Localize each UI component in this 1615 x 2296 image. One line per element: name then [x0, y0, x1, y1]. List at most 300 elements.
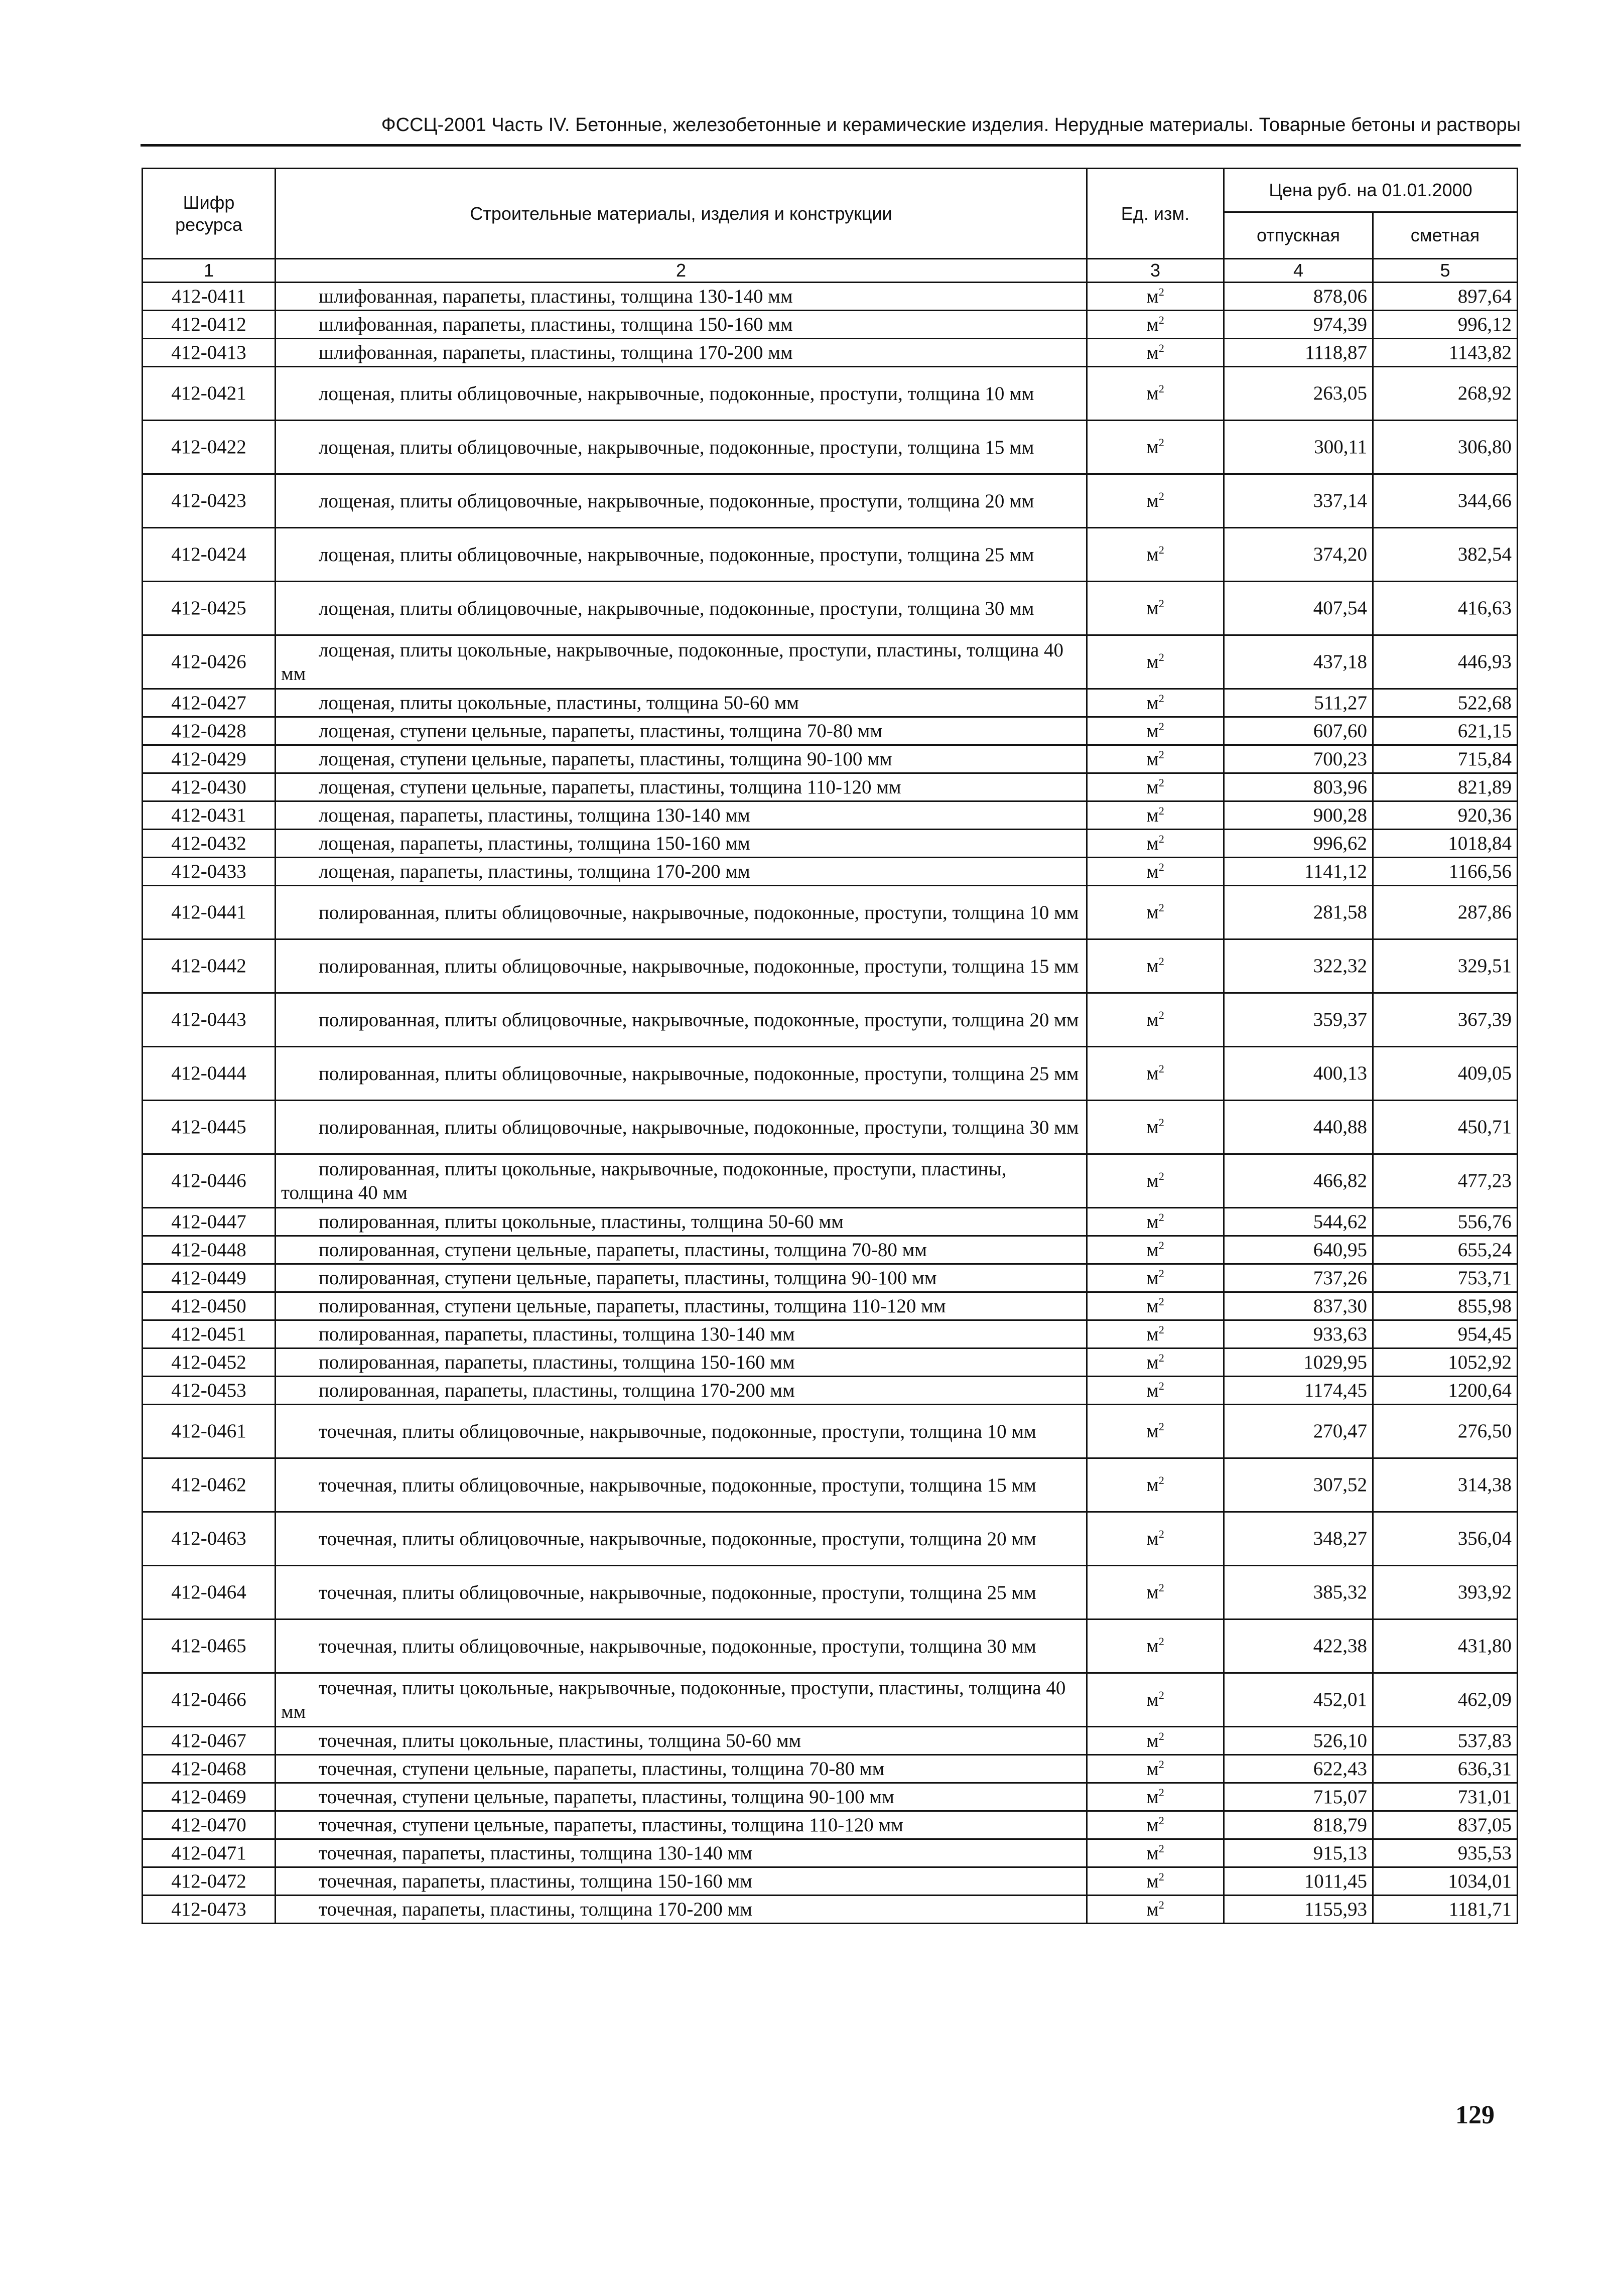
unit-power: 2	[1158, 651, 1164, 663]
table-row	[143, 717, 1518, 745]
release-price: 715,07	[1224, 1783, 1373, 1811]
unit-base: м	[1146, 1170, 1159, 1191]
unit-of-measure	[1087, 1867, 1224, 1896]
resource-code: 412-0424	[143, 528, 276, 582]
table-row	[143, 1208, 1518, 1236]
unit-base: м	[1146, 1009, 1159, 1030]
header-price-group: Цена руб. на 01.01.2000	[1224, 169, 1518, 212]
resource-code: 412-0470	[143, 1811, 276, 1839]
column-number: 4	[1224, 259, 1373, 283]
unit-of-measure	[1087, 1673, 1224, 1727]
estimate-price: 897,64	[1373, 283, 1518, 311]
material-description: полированная, плиты облицовочные, накрывочные, подоконные, проступи, толщина 15 мм	[276, 939, 1087, 993]
unit-power: 2	[1158, 1379, 1164, 1392]
unit-of-measure	[1087, 939, 1224, 993]
unit-power: 2	[1158, 544, 1164, 556]
estimate-price: 954,45	[1373, 1320, 1518, 1348]
unit-base: м	[1146, 1689, 1159, 1710]
unit-of-measure	[1087, 1458, 1224, 1512]
release-price: 837,30	[1224, 1292, 1373, 1320]
unit-of-measure	[1087, 1101, 1224, 1154]
unit-power: 2	[1158, 1210, 1164, 1224]
unit-of-measure	[1087, 1377, 1224, 1405]
unit-base: м	[1146, 748, 1159, 770]
unit-base: м	[1146, 313, 1159, 335]
resource-code: 412-0430	[143, 773, 276, 801]
unit-of-measure	[1087, 474, 1224, 528]
unit-of-measure	[1087, 1755, 1224, 1783]
material-description: полированная, плиты облицовочные, накрывочные, подоконные, проступи, толщина 25 мм	[276, 1047, 1087, 1101]
estimate-price: 556,76	[1373, 1208, 1518, 1236]
table-row	[143, 1047, 1518, 1101]
unit-base: м	[1146, 720, 1159, 742]
estimate-price: 1143,82	[1373, 339, 1518, 367]
table-row	[143, 1619, 1518, 1673]
release-price: 270,47	[1224, 1405, 1373, 1458]
unit-base: м	[1146, 285, 1159, 307]
estimate-price: 393,92	[1373, 1566, 1518, 1619]
unit-of-measure	[1087, 1292, 1224, 1320]
material-description: шлифованная, парапеты, пластины, толщина 150-160 мм	[276, 311, 1087, 339]
unit-base: м	[1146, 1814, 1159, 1836]
unit-power: 2	[1158, 285, 1164, 298]
unit-of-measure	[1087, 1727, 1224, 1755]
unit-power: 2	[1158, 748, 1164, 761]
release-price: 422,38	[1224, 1619, 1373, 1673]
table-row	[143, 1755, 1518, 1783]
unit-power: 2	[1158, 1009, 1164, 1021]
unit-base: м	[1146, 597, 1159, 619]
resource-code: 412-0448	[143, 1236, 276, 1264]
unit-of-measure	[1087, 1405, 1224, 1458]
table-row	[143, 1811, 1518, 1839]
estimate-price: 1034,01	[1373, 1867, 1518, 1896]
resource-code: 412-0465	[143, 1619, 276, 1673]
material-description: лощеная, парапеты, пластины, толщина 130-140 мм	[276, 801, 1087, 830]
unit-power: 2	[1158, 1239, 1164, 1252]
unit-power: 2	[1158, 1267, 1164, 1280]
material-description: полированная, парапеты, пластины, толщина 170-200 мм	[276, 1377, 1087, 1405]
estimate-price: 450,71	[1373, 1101, 1518, 1154]
unit-of-measure	[1087, 858, 1224, 886]
table-row	[143, 773, 1518, 801]
unit-base: м	[1146, 692, 1159, 714]
table-row	[143, 1154, 1518, 1208]
unit-base: м	[1146, 1210, 1159, 1233]
unit-power: 2	[1158, 382, 1164, 395]
table-row	[143, 1264, 1518, 1292]
resource-code: 412-0462	[143, 1458, 276, 1512]
resource-code: 412-0464	[143, 1566, 276, 1619]
release-price: 607,60	[1224, 717, 1373, 745]
unit-of-measure	[1087, 1896, 1224, 1924]
table-row	[143, 635, 1518, 689]
resource-code: 412-0466	[143, 1673, 276, 1727]
unit-of-measure	[1087, 886, 1224, 939]
material-description: точечная, ступени цельные, парапеты, пластины, толщина 70-80 мм	[276, 1755, 1087, 1783]
release-price: 1155,93	[1224, 1896, 1373, 1924]
unit-base: м	[1146, 1379, 1159, 1401]
unit-power: 2	[1158, 955, 1164, 968]
unit-base: м	[1146, 1842, 1159, 1864]
unit-base: м	[1146, 776, 1159, 798]
table-row	[143, 1101, 1518, 1154]
unit-power: 2	[1158, 1814, 1164, 1827]
column-number: 3	[1087, 259, 1224, 283]
unit-base: м	[1146, 651, 1159, 672]
header-code: Шифр ресурса	[143, 169, 276, 259]
estimate-price: 382,54	[1373, 528, 1518, 582]
unit-base: м	[1146, 955, 1159, 977]
unit-power: 2	[1158, 1786, 1164, 1799]
unit-of-measure	[1087, 1154, 1224, 1208]
material-description: лощеная, ступени цельные, парапеты, пластины, толщина 90-100 мм	[276, 745, 1087, 773]
resource-code: 412-0426	[143, 635, 276, 689]
release-price: 400,13	[1224, 1047, 1373, 1101]
material-description: точечная, плиты облицовочные, накрывочные, подоконные, проступи, толщина 10 мм	[276, 1405, 1087, 1458]
resource-code: 412-0446	[143, 1154, 276, 1208]
unit-base: м	[1146, 1239, 1159, 1261]
estimate-price: 522,68	[1373, 689, 1518, 717]
unit-of-measure	[1087, 528, 1224, 582]
unit-base: м	[1146, 1062, 1159, 1084]
unit-power: 2	[1158, 341, 1164, 354]
table-row	[143, 993, 1518, 1047]
resource-code: 412-0467	[143, 1727, 276, 1755]
unit-of-measure	[1087, 311, 1224, 339]
material-description: точечная, парапеты, пластины, толщина 170-200 мм	[276, 1896, 1087, 1924]
resource-code: 412-0447	[143, 1208, 276, 1236]
unit-of-measure	[1087, 582, 1224, 635]
unit-power: 2	[1158, 1528, 1164, 1540]
estimate-price: 1018,84	[1373, 830, 1518, 858]
material-description: лощеная, плиты облицовочные, накрывочные, подоконные, проступи, толщина 30 мм	[276, 582, 1087, 635]
release-price: 700,23	[1224, 745, 1373, 773]
unit-base: м	[1146, 860, 1159, 882]
column-number: 5	[1373, 259, 1518, 283]
unit-base: м	[1146, 1786, 1159, 1808]
table-row	[143, 1673, 1518, 1727]
release-price: 803,96	[1224, 773, 1373, 801]
release-price: 1118,87	[1224, 339, 1373, 367]
material-description: лощеная, плиты облицовочные, накрывочные, подоконные, проступи, толщина 20 мм	[276, 474, 1087, 528]
estimate-price: 268,92	[1373, 367, 1518, 421]
estimate-price: 446,93	[1373, 635, 1518, 689]
unit-base: м	[1146, 1420, 1159, 1442]
unit-of-measure	[1087, 689, 1224, 717]
unit-power: 2	[1158, 1351, 1164, 1364]
unit-of-measure	[1087, 1264, 1224, 1292]
table-row	[143, 858, 1518, 886]
estimate-price: 1166,56	[1373, 858, 1518, 886]
material-description: полированная, плиты облицовочные, накрывочные, подоконные, проступи, толщина 10 мм	[276, 886, 1087, 939]
table-row	[143, 1236, 1518, 1264]
unit-of-measure	[1087, 339, 1224, 367]
resource-code: 412-0411	[143, 283, 276, 311]
unit-base: м	[1146, 901, 1159, 923]
material-description: лощеная, плиты цокольные, пластины, толщина 50-60 мм	[276, 689, 1087, 717]
resource-code: 412-0413	[143, 339, 276, 367]
header-release-price: отпускная	[1224, 212, 1373, 259]
unit-of-measure	[1087, 1619, 1224, 1673]
unit-of-measure	[1087, 1348, 1224, 1377]
material-description: точечная, плиты облицовочные, накрывочные, подоконные, проступи, толщина 20 мм	[276, 1512, 1087, 1566]
table-row	[143, 1783, 1518, 1811]
estimate-price: 837,05	[1373, 1811, 1518, 1839]
release-price: 385,32	[1224, 1566, 1373, 1619]
unit-base: м	[1146, 382, 1159, 404]
unit-power: 2	[1158, 1116, 1164, 1129]
estimate-price: 731,01	[1373, 1783, 1518, 1811]
unit-power: 2	[1158, 720, 1164, 733]
release-price: 407,54	[1224, 582, 1373, 635]
estimate-price: 753,71	[1373, 1264, 1518, 1292]
unit-of-measure	[1087, 283, 1224, 311]
estimate-price: 636,31	[1373, 1755, 1518, 1783]
unit-base: м	[1146, 1581, 1159, 1603]
release-price: 640,95	[1224, 1236, 1373, 1264]
material-description: лощеная, плиты облицовочные, накрывочные, подоконные, проступи, толщина 25 мм	[276, 528, 1087, 582]
release-price: 878,06	[1224, 283, 1373, 311]
estimate-price: 1052,92	[1373, 1348, 1518, 1377]
unit-power: 2	[1158, 597, 1164, 610]
material-description: полированная, парапеты, пластины, толщина 130-140 мм	[276, 1320, 1087, 1348]
unit-base: м	[1146, 1898, 1159, 1920]
unit-of-measure	[1087, 1208, 1224, 1236]
table-body	[143, 283, 1518, 1924]
unit-base: м	[1146, 490, 1159, 511]
material-description: точечная, плиты облицовочные, накрывочные, подоконные, проступи, толщина 25 мм	[276, 1566, 1087, 1619]
release-price: 1029,95	[1224, 1348, 1373, 1377]
table-row	[143, 1377, 1518, 1405]
table-row	[143, 474, 1518, 528]
unit-power: 2	[1158, 901, 1164, 914]
resource-code: 412-0442	[143, 939, 276, 993]
unit-power: 2	[1158, 1323, 1164, 1336]
header-estimate-price: сметная	[1373, 212, 1518, 259]
estimate-price: 367,39	[1373, 993, 1518, 1047]
release-price: 307,52	[1224, 1458, 1373, 1512]
unit-of-measure	[1087, 830, 1224, 858]
release-price: 263,05	[1224, 367, 1373, 421]
material-description: лощеная, плиты облицовочные, накрывочные, подоконные, проступи, толщина 10 мм	[276, 367, 1087, 421]
unit-of-measure	[1087, 367, 1224, 421]
table-row	[143, 1727, 1518, 1755]
table-row	[143, 1566, 1518, 1619]
unit-power: 2	[1158, 1581, 1164, 1594]
resource-code: 412-0423	[143, 474, 276, 528]
unit-base: м	[1146, 1323, 1159, 1345]
estimate-price: 477,23	[1373, 1154, 1518, 1208]
table-row	[143, 283, 1518, 311]
release-price: 544,62	[1224, 1208, 1373, 1236]
material-description: полированная, плиты цокольные, пластины, толщина 50-60 мм	[276, 1208, 1087, 1236]
material-description: лощеная, ступени цельные, парапеты, пластины, толщина 110-120 мм	[276, 773, 1087, 801]
unit-of-measure	[1087, 635, 1224, 689]
unit-of-measure	[1087, 801, 1224, 830]
estimate-price: 329,51	[1373, 939, 1518, 993]
material-description: точечная, плиты облицовочные, накрывочные, подоконные, проступи, толщина 15 мм	[276, 1458, 1087, 1512]
release-price: 996,62	[1224, 830, 1373, 858]
unit-of-measure	[1087, 1512, 1224, 1566]
estimate-price: 287,86	[1373, 886, 1518, 939]
release-price: 337,14	[1224, 474, 1373, 528]
estimate-price: 276,50	[1373, 1405, 1518, 1458]
unit-base: м	[1146, 1267, 1159, 1289]
release-price: 900,28	[1224, 801, 1373, 830]
material-description: точечная, плиты облицовочные, накрывочные, подоконные, проступи, толщина 30 мм	[276, 1619, 1087, 1673]
material-description: точечная, плиты цокольные, накрывочные, подоконные, проступи, пластины, толщина 40 мм	[276, 1673, 1087, 1727]
table-row	[143, 528, 1518, 582]
unit-base: м	[1146, 436, 1159, 458]
unit-of-measure	[1087, 1811, 1224, 1839]
material-description: точечная, ступени цельные, парапеты, пластины, толщина 110-120 мм	[276, 1811, 1087, 1839]
resource-code: 412-0472	[143, 1867, 276, 1896]
estimate-price: 416,63	[1373, 582, 1518, 635]
material-description: точечная, плиты цокольные, пластины, толщина 50-60 мм	[276, 1727, 1087, 1755]
unit-of-measure	[1087, 1566, 1224, 1619]
unit-base: м	[1146, 341, 1159, 363]
estimate-price: 409,05	[1373, 1047, 1518, 1101]
table-row	[143, 1320, 1518, 1348]
header-unit: Ед. изм.	[1087, 169, 1224, 259]
estimate-price: 356,04	[1373, 1512, 1518, 1566]
resource-code: 412-0449	[143, 1264, 276, 1292]
table-row	[143, 1458, 1518, 1512]
estimate-price: 715,84	[1373, 745, 1518, 773]
unit-of-measure	[1087, 773, 1224, 801]
header-name: Строительные материалы, изделия и конструкции	[276, 169, 1087, 259]
unit-base: м	[1146, 832, 1159, 854]
resource-code: 412-0429	[143, 745, 276, 773]
table-row	[143, 582, 1518, 635]
resource-code: 412-0433	[143, 858, 276, 886]
table-row	[143, 367, 1518, 421]
release-price: 440,88	[1224, 1101, 1373, 1154]
material-description: полированная, ступени цельные, парапеты, пластины, толщина 70-80 мм	[276, 1236, 1087, 1264]
release-price: 281,58	[1224, 886, 1373, 939]
unit-power: 2	[1158, 1295, 1164, 1308]
release-price: 437,18	[1224, 635, 1373, 689]
resource-code: 412-0471	[143, 1839, 276, 1867]
release-price: 915,13	[1224, 1839, 1373, 1867]
release-price: 1174,45	[1224, 1377, 1373, 1405]
unit-power: 2	[1158, 1474, 1164, 1487]
unit-of-measure	[1087, 1047, 1224, 1101]
material-description: точечная, парапеты, пластины, толщина 150-160 мм	[276, 1867, 1087, 1896]
table-row	[143, 1512, 1518, 1566]
table-row	[143, 830, 1518, 858]
release-price: 818,79	[1224, 1811, 1373, 1839]
unit-of-measure	[1087, 1236, 1224, 1264]
release-price: 511,27	[1224, 689, 1373, 717]
estimate-price: 462,09	[1373, 1673, 1518, 1727]
table-row	[143, 689, 1518, 717]
column-number-row	[143, 259, 1518, 283]
table-row	[143, 1867, 1518, 1896]
table-row	[143, 1896, 1518, 1924]
unit-base: м	[1146, 1474, 1159, 1496]
table-row	[143, 1348, 1518, 1377]
unit-of-measure	[1087, 1783, 1224, 1811]
unit-power: 2	[1158, 1420, 1164, 1433]
material-description: лощеная, плиты облицовочные, накрывочные, подоконные, проступи, толщина 15 мм	[276, 421, 1087, 474]
unit-power: 2	[1158, 1689, 1164, 1701]
unit-power: 2	[1158, 692, 1164, 705]
material-description: лощеная, парапеты, пластины, толщина 170-200 мм	[276, 858, 1087, 886]
unit-of-measure	[1087, 745, 1224, 773]
resource-code: 412-0441	[143, 886, 276, 939]
unit-power: 2	[1158, 313, 1164, 326]
price-table	[142, 168, 1518, 1924]
page-number: 129	[1455, 2101, 1495, 2129]
material-description: полированная, плиты цокольные, накрывочные, подоконные, проступи, пластины, толщина 40 мм	[276, 1154, 1087, 1208]
release-price: 452,01	[1224, 1673, 1373, 1727]
release-price: 300,11	[1224, 421, 1373, 474]
unit-power: 2	[1158, 490, 1164, 502]
release-price: 374,20	[1224, 528, 1373, 582]
resource-code: 412-0428	[143, 717, 276, 745]
estimate-price: 1181,71	[1373, 1896, 1518, 1924]
estimate-price: 1200,64	[1373, 1377, 1518, 1405]
unit-base: м	[1146, 1351, 1159, 1373]
material-description: полированная, парапеты, пластины, толщина 150-160 мм	[276, 1348, 1087, 1377]
resource-code: 412-0452	[143, 1348, 276, 1377]
unit-power: 2	[1158, 1729, 1164, 1742]
unit-of-measure	[1087, 993, 1224, 1047]
unit-power: 2	[1158, 1870, 1164, 1883]
unit-base: м	[1146, 1870, 1159, 1892]
material-description: полированная, плиты облицовочные, накрывочные, подоконные, проступи, толщина 20 мм	[276, 993, 1087, 1047]
unit-base: м	[1146, 1116, 1159, 1138]
unit-of-measure	[1087, 1839, 1224, 1867]
unit-base: м	[1146, 1635, 1159, 1657]
resource-code: 412-0451	[143, 1320, 276, 1348]
resource-code: 412-0421	[143, 367, 276, 421]
column-number: 1	[143, 259, 276, 283]
material-description: шлифованная, парапеты, пластины, толщина 130-140 мм	[276, 283, 1087, 311]
estimate-price: 621,15	[1373, 717, 1518, 745]
resource-code: 412-0463	[143, 1512, 276, 1566]
resource-code: 412-0412	[143, 311, 276, 339]
resource-code: 412-0444	[143, 1047, 276, 1101]
material-description: лощеная, ступени цельные, парапеты, пластины, толщина 70-80 мм	[276, 717, 1087, 745]
resource-code: 412-0473	[143, 1896, 276, 1924]
unit-of-measure	[1087, 1320, 1224, 1348]
resource-code: 412-0469	[143, 1783, 276, 1811]
table-row	[143, 801, 1518, 830]
estimate-price: 431,80	[1373, 1619, 1518, 1673]
table-row	[143, 339, 1518, 367]
unit-base: м	[1146, 1729, 1159, 1751]
unit-power: 2	[1158, 436, 1164, 449]
estimate-price: 855,98	[1373, 1292, 1518, 1320]
unit-power: 2	[1158, 832, 1164, 845]
running-header: ФССЦ-2001 Часть IV. Бетонные, железобетонные и керамические изделия. Нерудные материалы. Товарные бетоны и растворы	[141, 113, 1521, 147]
resource-code: 412-0445	[143, 1101, 276, 1154]
material-description: шлифованная, парапеты, пластины, толщина 170-200 мм	[276, 339, 1087, 367]
table-row	[143, 939, 1518, 993]
table-row	[143, 1405, 1518, 1458]
material-description: полированная, плиты облицовочные, накрывочные, подоконные, проступи, толщина 30 мм	[276, 1101, 1087, 1154]
material-description: полированная, ступени цельные, парапеты, пластины, толщина 90-100 мм	[276, 1264, 1087, 1292]
estimate-price: 920,36	[1373, 801, 1518, 830]
unit-power: 2	[1158, 1842, 1164, 1855]
release-price: 933,63	[1224, 1320, 1373, 1348]
estimate-price: 935,53	[1373, 1839, 1518, 1867]
unit-power: 2	[1158, 1062, 1164, 1075]
unit-base: м	[1146, 804, 1159, 826]
